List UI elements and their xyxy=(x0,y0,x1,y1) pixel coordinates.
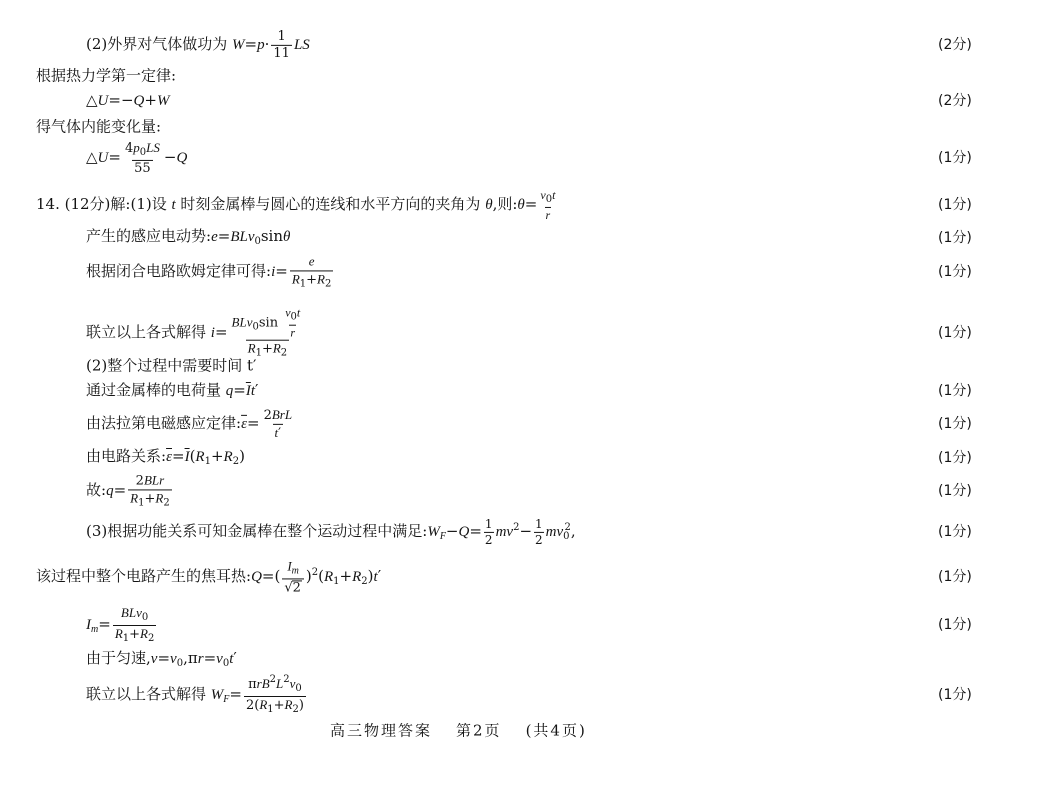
text-line-faraday: 由法拉第电磁感应定律$:\overline{\varepsilon}=$ $\frac{\text{2BrL}}{t'}$ xyxy=(86,406,293,441)
footer-subject: 高三物理答案 xyxy=(330,721,433,740)
footer-total: (共4页) xyxy=(525,721,587,740)
page-footer xyxy=(330,720,587,741)
score-15: (1分) xyxy=(938,687,972,703)
score-9: (1分) xyxy=(938,416,972,432)
footer-page: 第2页 xyxy=(456,721,502,740)
score-14: (1分) xyxy=(938,617,972,633)
score-3: (1分) xyxy=(938,150,972,166)
text-line-final: 联立以上各式解得 $W_F=$ $\frac{\pi rB^2L^2v_0}{2(R_1+R_2)}$ xyxy=(86,674,304,715)
formula-peak-current: $I_m=$ $\frac{BLv_0}{R_1+R_2}$ xyxy=(86,605,155,644)
text-line-joule: 该过程中整个电路产生的焦耳热:Q=( $\frac{I_m}{√2}$ )$^2(R_1+R_2)t'$ xyxy=(36,558,382,595)
text-line-emf: 产生的感应电动势:e=BLv$_0$sinθ xyxy=(86,227,291,247)
text-line-q-result: 故:q= $\frac{\text{2BLr}}{R_1+R_2}$ xyxy=(86,472,170,509)
score-8: (1分) xyxy=(938,383,972,399)
score-2: (2分) xyxy=(938,93,972,109)
formula-work: W xyxy=(232,37,245,53)
text-line-q14: 14. (12分)解:(1)设 t 时刻金属棒与圆心的连线和水平方向的夹角为 θ,则:θ= $\frac{v_0t}{r}$ xyxy=(36,187,556,222)
text-line-energy: (3)根据功能关系可知金属棒在整个运动过程中满足$:W_F-Q=$ $\frac{1}{2}$ $mv^2-$ $\frac{1}{2}$ $mv_0^2$, xyxy=(86,516,576,547)
formula-internal-energy: △U= $\frac{4p_0LS}{55}$ −Q xyxy=(86,139,188,176)
score-12: (1分) xyxy=(938,524,972,540)
text-line-circuit: 由电路关系$:\overline{\varepsilon}=\overline{I}(R_1+R_2)$ xyxy=(86,447,245,467)
text-line-ohm: 根据闭合电路欧姆定律可得:i= $\frac{e}{R_1+R_2}$ xyxy=(86,253,332,290)
text-line-charge: 通过金属棒的电荷量 $q=\overline{I}t'$ xyxy=(86,381,259,399)
score-6: (1分) xyxy=(938,264,972,280)
score-1: (2分) xyxy=(938,37,972,53)
score-13: (1分) xyxy=(938,569,972,585)
text-line-uniform: 由于匀速$,v=v_0,\pi r=v_0t'$ xyxy=(86,649,237,669)
score-5: (1分) xyxy=(938,230,972,246)
text-line-part2: (2)整个过程中需要时间 t′ xyxy=(86,356,257,375)
text-line-3: 得气体内能变化量: xyxy=(36,117,162,136)
score-11: (1分) xyxy=(938,483,972,499)
text-line-current: 联立以上各式解得 i= BLv$_0$sin $\frac{v_0t}{r}$ $R_1+R_2$ xyxy=(86,305,301,359)
text-line-1: (2)外界对气体做功为 W=p· $\frac{1}{11}$ LS xyxy=(86,28,310,61)
formula-first-law: △U=−Q+W xyxy=(86,91,170,109)
text-line-2: 根据热力学第一定律: xyxy=(36,66,177,85)
score-10: (1分) xyxy=(938,450,972,466)
score-4: (1分) xyxy=(938,197,972,213)
score-7: (1分) xyxy=(938,325,972,341)
